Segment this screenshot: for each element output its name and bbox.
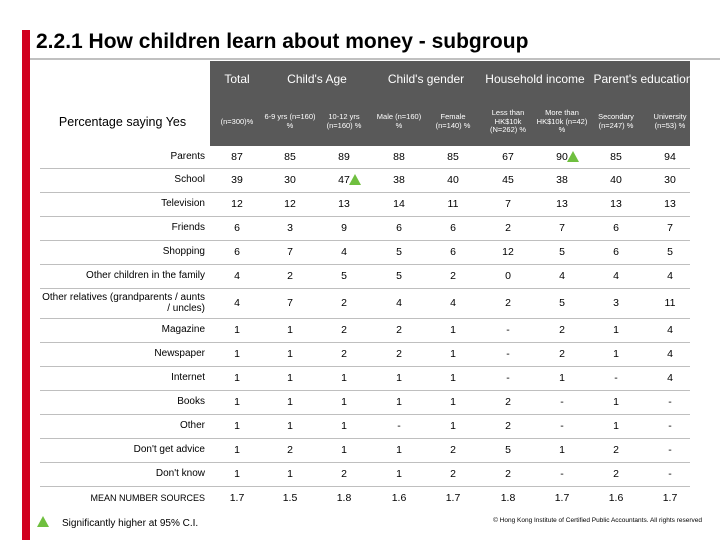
table-cell: -	[560, 396, 564, 408]
table-cell: 2	[505, 297, 511, 309]
table-cell: 4	[234, 270, 240, 282]
table-cell: 2	[450, 270, 456, 282]
table-cell: 2	[396, 348, 402, 360]
row-label: MEAN NUMBER SOURCES	[90, 492, 205, 503]
table-cell: 1.8	[336, 492, 352, 504]
column-subheader: (n=300)%	[220, 116, 254, 126]
table-cell: 1.7	[662, 492, 678, 504]
table-cell: 4	[667, 324, 673, 336]
row-label: Don't get advice	[133, 444, 205, 456]
table-cell: 2	[396, 324, 402, 336]
table-cell: 1	[396, 396, 402, 408]
table-cell: -	[668, 420, 672, 432]
column-subheader: 10-12 yrs (n=160) %	[326, 112, 362, 130]
table-cell: 87	[231, 151, 243, 163]
table-cell: 85	[447, 151, 459, 163]
table-cell: 1	[287, 396, 293, 408]
table-cell: -	[560, 420, 564, 432]
column-subheader: Male (n=160) %	[376, 112, 422, 130]
table-cell: 1.7	[554, 492, 570, 504]
row-label: Newspaper	[154, 348, 205, 360]
table-cell: 1.7	[229, 492, 245, 504]
table-cell: 1	[234, 348, 240, 360]
table-cell: -	[506, 372, 510, 384]
table-cell: 1	[234, 372, 240, 384]
table-cell: 40	[447, 174, 459, 186]
table-cell: 1.6	[391, 492, 407, 504]
table-cell: 5	[505, 444, 511, 456]
table-cell: 1	[613, 324, 619, 336]
table-cell: -	[397, 420, 401, 432]
table-cell: 1	[613, 420, 619, 432]
table-cell: 5	[341, 270, 347, 282]
table-cell: 67	[502, 151, 514, 163]
table-cell: 2	[341, 324, 347, 336]
table-cell: 1	[341, 396, 347, 408]
group-header: Parent's education	[593, 72, 693, 87]
table-cell: -	[668, 396, 672, 408]
row-label: Parents	[170, 151, 205, 163]
table-cell: 4	[613, 270, 619, 282]
table-cell: 2	[559, 348, 565, 360]
table-cell: 1.8	[500, 492, 516, 504]
significance-marker-icon	[567, 151, 579, 162]
column-subheader: Female (n=140) %	[435, 112, 471, 130]
table-cell: 7	[559, 222, 565, 234]
table-cell: 94	[664, 151, 676, 163]
row-heading: Percentage saying Yes	[58, 115, 187, 129]
table-cell: 1	[287, 348, 293, 360]
table-cell: 1	[287, 468, 293, 480]
table-cell: 12	[284, 198, 296, 210]
table-cell: 1	[613, 396, 619, 408]
table-cell: 2	[613, 444, 619, 456]
table-cell: 40	[610, 174, 622, 186]
table-cell: 12	[231, 198, 243, 210]
table-cell: -	[668, 444, 672, 456]
table-cell: 4	[667, 348, 673, 360]
table-cell: 38	[393, 174, 405, 186]
row-label: School	[174, 174, 205, 186]
accent-bar	[22, 30, 30, 540]
group-header: Household income	[485, 72, 585, 87]
table-cell: 5	[559, 246, 565, 258]
table-cell: 85	[610, 151, 622, 163]
table-cell: 38	[556, 174, 568, 186]
table-cell: 9	[341, 222, 347, 234]
copyright-footer: © Hong Kong Institute of Certified Public Accountants. All rights reserved	[493, 517, 702, 524]
table-cell: 85	[284, 151, 296, 163]
column-subheader: 6-9 yrs (n=160) %	[264, 112, 316, 130]
table-cell: 7	[667, 222, 673, 234]
table-cell: 1	[450, 324, 456, 336]
table-cell: 1	[287, 420, 293, 432]
row-label: Other children in the family	[86, 270, 205, 282]
table-cell: 5	[667, 246, 673, 258]
table-cell: 13	[610, 198, 622, 210]
table-cell: 3	[287, 222, 293, 234]
table-cell: 88	[393, 151, 405, 163]
table-cell: 1	[450, 372, 456, 384]
table-cell: 13	[338, 198, 350, 210]
table-cell: 2	[613, 468, 619, 480]
table-cell: 1.5	[282, 492, 298, 504]
table-cell: 1	[450, 420, 456, 432]
table-cell: -	[506, 348, 510, 360]
table-cell: 2	[341, 468, 347, 480]
table-cell: 4	[396, 297, 402, 309]
table-cell: 2	[341, 297, 347, 309]
table-cell: 6	[613, 246, 619, 258]
table-cell: 7	[505, 198, 511, 210]
table-cell: 6	[396, 222, 402, 234]
table-cell: 2	[341, 348, 347, 360]
group-header: Child's Age	[287, 72, 347, 87]
table-cell: 1	[396, 444, 402, 456]
table-cell: -	[668, 468, 672, 480]
table-cell: -	[560, 468, 564, 480]
table-cell: 1	[234, 324, 240, 336]
table-cell: 1	[341, 372, 347, 384]
legend-text: Significantly higher at 95% C.I.	[62, 518, 199, 529]
table-cell: 7	[287, 297, 293, 309]
table-cell: 2	[505, 420, 511, 432]
table-cell: 4	[450, 297, 456, 309]
table-cell: 1.6	[608, 492, 624, 504]
table-cell: 5	[396, 270, 402, 282]
table-cell: 0	[505, 270, 511, 282]
table-cell: 1	[234, 396, 240, 408]
table-cell: 1	[396, 372, 402, 384]
table-cell: 6	[450, 246, 456, 258]
table-cell: 39	[231, 174, 243, 186]
table-cell: 2	[505, 468, 511, 480]
row-label: Other relatives (grandparents / aunts / uncles)	[42, 291, 205, 314]
table-cell: 1	[234, 444, 240, 456]
column-subheader: Secondary (n=247) %	[598, 112, 634, 130]
significance-marker-icon	[37, 516, 49, 527]
table-cell: 14	[393, 198, 405, 210]
row-label: Don't know	[155, 468, 205, 480]
table-cell: 6	[450, 222, 456, 234]
column-subheader: University (n=53) %	[653, 112, 687, 130]
table-cell: 13	[556, 198, 568, 210]
table-cell: 47	[338, 174, 350, 186]
table-cell: 1	[559, 372, 565, 384]
table-cell: 12	[502, 246, 514, 258]
table-cell: 2	[505, 222, 511, 234]
row-label: Shopping	[162, 246, 205, 258]
column-subheader: More than HK$10k (n=42) %	[536, 108, 588, 135]
row-label: Magazine	[161, 324, 205, 336]
page-title: 2.2.1 How children learn about money - subgroup	[36, 30, 529, 53]
table-cell: 1	[613, 348, 619, 360]
table-cell: 90	[556, 151, 568, 163]
table-cell: 2	[505, 396, 511, 408]
table-cell: -	[614, 372, 618, 384]
table-cell: 1	[234, 468, 240, 480]
table-cell: 4	[667, 270, 673, 282]
table-cell: 1	[341, 444, 347, 456]
table-cell: 1	[450, 396, 456, 408]
row-label: Friends	[171, 222, 205, 234]
table-cell: 4	[559, 270, 565, 282]
table-cell: 11	[664, 297, 676, 309]
table-cell: 5	[396, 246, 402, 258]
column-subheader: Less than HK$10k (N=262) %	[489, 108, 527, 135]
table-cell: 1	[559, 444, 565, 456]
table-cell: 2	[287, 270, 293, 282]
table-cell: 5	[559, 297, 565, 309]
table-cell: 7	[287, 246, 293, 258]
table-cell: 1	[287, 372, 293, 384]
table-cell: 45	[502, 174, 514, 186]
table-cell: 6	[613, 222, 619, 234]
table-cell: 2	[450, 444, 456, 456]
table-cell: 89	[338, 151, 350, 163]
group-header: Child's gender	[387, 72, 465, 87]
table-cell: 1	[234, 420, 240, 432]
table-cell: 30	[664, 174, 676, 186]
row-label: Books	[177, 396, 205, 408]
table-cell: 30	[284, 174, 296, 186]
table-cell: 1	[287, 324, 293, 336]
row-label: Internet	[171, 372, 205, 384]
table-cell: -	[506, 324, 510, 336]
significance-marker-icon	[349, 174, 361, 185]
table-cell: 6	[234, 246, 240, 258]
table-cell: 1	[450, 348, 456, 360]
table-cell: 1	[341, 420, 347, 432]
table-cell: 13	[664, 198, 676, 210]
table-cell: 2	[287, 444, 293, 456]
group-header: Total	[224, 72, 250, 87]
table-cell: 1	[396, 468, 402, 480]
table-cell: 2	[450, 468, 456, 480]
table-cell: 2	[559, 324, 565, 336]
table-cell: 11	[447, 198, 459, 210]
table-cell: 1.7	[445, 492, 461, 504]
table-cell: 6	[234, 222, 240, 234]
row-label: Television	[161, 198, 205, 210]
table-cell: 3	[613, 297, 619, 309]
table-cell: 4	[341, 246, 347, 258]
table-cell: 4	[667, 372, 673, 384]
table-cell: 4	[234, 297, 240, 309]
row-label: Other	[179, 420, 205, 432]
title-divider	[30, 58, 720, 60]
